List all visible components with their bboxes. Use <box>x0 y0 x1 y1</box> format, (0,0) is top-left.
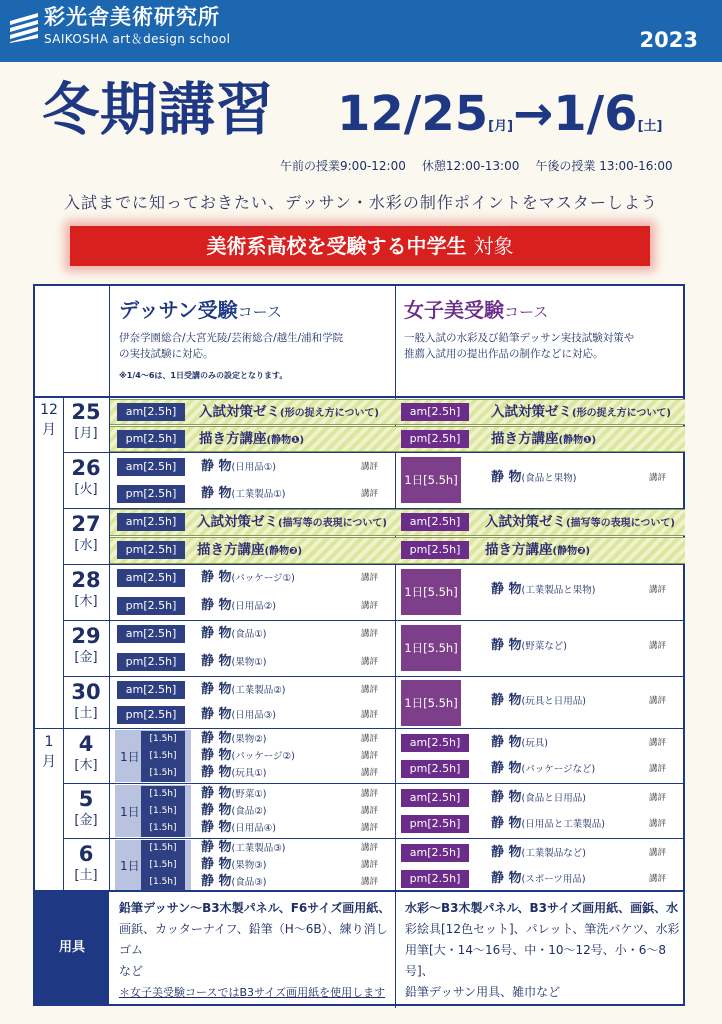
subject: (食品②) <box>231 806 267 817</box>
subject: (食品①) <box>231 629 267 640</box>
critique-label: 講評 <box>649 848 667 858</box>
subject: (パッケージ①) <box>231 573 295 584</box>
joshi-course-suffix: コース <box>504 303 549 321</box>
row-divider <box>63 620 685 621</box>
still-life-label <box>491 692 586 711</box>
logo-stripes-icon <box>8 11 40 43</box>
seminar-main: 描き方講座 <box>491 431 559 447</box>
still-life-text: 静 物 <box>491 761 522 776</box>
row-divider <box>63 676 685 677</box>
day-number: 29 <box>71 624 101 648</box>
subject: (日用品④) <box>231 823 276 834</box>
critique-label: 講評 <box>361 573 379 583</box>
joshi-equipment-line: 彩絵具[12色セット]、パレット、筆洗バケツ、水彩 <box>405 922 680 936</box>
logo-english: SAIKOSHA art＆design school <box>44 32 231 46</box>
target-suffix: 対象 <box>473 234 514 258</box>
subject: (果物①) <box>231 657 267 668</box>
hour-tag: [1.5h] <box>141 803 185 820</box>
seminar-label <box>485 513 675 533</box>
subject: (日用品と工業製品) <box>521 819 605 830</box>
day-number: 6 <box>78 842 94 866</box>
am-tag: am[2.5h] <box>117 513 185 531</box>
critique-label: 講評 <box>361 823 379 833</box>
dessin-equipment-line: 画鋲、カッターナイフ、鉛筆（H〜6B）、練り消しゴム <box>119 922 388 957</box>
one-day-tag: 1日[5.5h] <box>401 625 461 671</box>
still-life-text: 静 物 <box>201 786 232 801</box>
still-life-text: 静 物 <box>491 582 522 597</box>
subject: (工業製品③) <box>231 843 286 854</box>
still-life-label <box>491 469 576 488</box>
pm-tag: pm[2.5h] <box>401 541 469 559</box>
month-jan <box>36 732 62 772</box>
class-times <box>280 157 689 174</box>
still-life-label <box>201 764 266 783</box>
am-tag: am[2.5h] <box>117 625 185 643</box>
critique-label: 講評 <box>649 473 667 483</box>
subject: (食品と果物) <box>521 473 577 484</box>
am-tag: am[2.5h] <box>117 681 185 699</box>
day-weekday: [金] <box>74 813 98 828</box>
morning-time: 午前の授業9:00-12:00 <box>280 159 406 173</box>
dessin-course-suffix: コース <box>237 303 282 321</box>
hour-tag: [1.5h] <box>141 731 185 748</box>
subject: (工業製品など) <box>521 848 586 859</box>
pm-tag: pm[2.5h] <box>117 653 185 671</box>
start-weekday: [月] <box>488 119 514 134</box>
critique-label: 講評 <box>361 489 379 499</box>
schedule-table <box>33 284 685 1006</box>
dessin-equipment <box>119 898 391 1003</box>
joshi-course-title <box>404 294 548 323</box>
still-life-text: 静 物 <box>201 820 232 835</box>
subject: (パッケージ②) <box>231 751 295 762</box>
critique-label: 講評 <box>649 696 667 706</box>
day-weekday: [水] <box>74 538 98 553</box>
seminar-main: 描き方講座 <box>199 431 267 447</box>
still-life-label <box>491 734 548 753</box>
subject: (日用品②) <box>231 601 276 612</box>
subject: (日用品③) <box>231 710 276 721</box>
subject: (玩具) <box>521 738 548 749</box>
year: 2023 <box>639 28 698 52</box>
dessin-course-title <box>119 294 282 323</box>
divider-header <box>35 396 685 398</box>
subject: (玩具①) <box>231 768 267 779</box>
day-weekday: [金] <box>74 650 98 665</box>
month-divider <box>35 728 685 729</box>
still-life-label <box>201 569 295 588</box>
critique-label: 講評 <box>361 751 379 761</box>
subject: (食品③) <box>231 877 267 888</box>
divider-course <box>395 286 396 1008</box>
seminar-sub: (描写等の表現について) <box>566 518 675 529</box>
seminar-label <box>485 541 590 561</box>
still-life-label <box>201 625 266 644</box>
arrow: → <box>513 86 554 142</box>
dessin-equipment-note: ＊女子美受験コースではB3サイズ画用紙を使用します <box>119 986 386 999</box>
critique-label: 講評 <box>649 874 667 884</box>
day-number: 30 <box>71 680 101 704</box>
still-life-label <box>201 819 276 838</box>
still-life-text: 静 物 <box>201 570 232 585</box>
critique-label: 講評 <box>361 806 379 816</box>
seminar-main: 入試対策ゼミ <box>491 404 572 420</box>
still-life-text: 静 物 <box>201 748 232 763</box>
seminar-label <box>199 430 304 450</box>
dessin-equipment-line: など <box>119 964 144 978</box>
seminar-label <box>199 403 379 423</box>
critique-label: 講評 <box>649 819 667 829</box>
dessin-desc-line1: 伊奈学園総合/大宮光陵/芸術総合/越生/浦和学院 <box>119 332 344 344</box>
month-dec-number: 12 <box>40 402 58 418</box>
still-life-label <box>491 637 567 656</box>
pm-tag: pm[2.5h] <box>117 597 185 615</box>
still-life-label <box>491 815 605 834</box>
day-weekday: [木] <box>74 758 98 773</box>
pm-tag: pm[2.5h] <box>117 541 185 559</box>
still-life-text: 静 物 <box>491 845 522 860</box>
critique-label: 講評 <box>361 860 379 870</box>
hour-tag: [1.5h] <box>141 765 185 782</box>
seminar-label <box>491 403 671 423</box>
seminar-label <box>197 541 302 561</box>
am-tag: am[2.5h] <box>401 844 469 862</box>
critique-label: 講評 <box>361 768 379 778</box>
still-life-label <box>201 485 285 504</box>
still-life-text: 静 物 <box>201 654 232 669</box>
afternoon-time: 午後の授業 13:00-16:00 <box>535 159 673 173</box>
still-life-label <box>491 844 586 863</box>
joshi-equipment <box>405 898 681 1003</box>
critique-label: 講評 <box>649 641 667 651</box>
hour-tag: [1.5h] <box>141 840 185 857</box>
critique-label: 講評 <box>361 734 379 744</box>
critique-label: 講評 <box>649 738 667 748</box>
still-life-label <box>491 760 595 779</box>
still-life-label <box>201 873 266 892</box>
am-tag: am[2.5h] <box>401 734 469 752</box>
still-life-text: 静 物 <box>201 857 232 872</box>
one-day-tag: 1日[5.5h] <box>401 457 461 503</box>
pm-tag: pm[2.5h] <box>401 430 469 448</box>
still-life-text: 静 物 <box>491 693 522 708</box>
page-title: 冬期講習 <box>42 77 274 143</box>
day-number: 5 <box>78 787 94 811</box>
seminar-main: 入試対策ゼミ <box>197 514 278 530</box>
seminar-main: 入試対策ゼミ <box>199 404 280 420</box>
joshi-equipment-line: 鉛筆デッサン用具、雑巾など <box>405 985 561 999</box>
lead-text: 入試までに知っておきたい、デッサン・水彩の制作ポイントをマスターしよう <box>64 193 658 212</box>
pm-tag: pm[2.5h] <box>401 870 469 888</box>
still-life-text: 静 物 <box>491 871 522 886</box>
still-life-label <box>201 597 276 616</box>
divider-equipment <box>35 890 685 892</box>
day-weekday: [土] <box>74 868 98 883</box>
critique-label: 講評 <box>361 789 379 799</box>
subject: (食品と日用品) <box>521 793 586 804</box>
still-life-text: 静 物 <box>201 803 232 818</box>
start-date: 12/25 <box>337 86 489 142</box>
one-day-tag: 1日[5.5h] <box>401 569 461 615</box>
hour-tag: [1.5h] <box>141 748 185 765</box>
joshi-course-name: 女子美受験 <box>404 298 504 322</box>
day-weekday: [木] <box>74 594 98 609</box>
still-life-text: 静 物 <box>201 765 232 780</box>
am-tag: am[2.5h] <box>117 458 185 476</box>
row-divider <box>63 564 685 565</box>
subject: (工業製品②) <box>231 685 286 696</box>
seminar-sub: (静物❷) <box>264 546 303 557</box>
day-weekday: [土] <box>74 706 98 721</box>
critique-label: 講評 <box>361 629 379 639</box>
month-jan-number: 1 <box>44 734 54 750</box>
critique-label: 講評 <box>649 585 667 595</box>
pm-tag: pm[2.5h] <box>117 485 185 503</box>
day-number: 4 <box>78 732 94 756</box>
equipment-label: 用具 <box>35 892 109 1004</box>
day-number: 25 <box>71 400 101 424</box>
subject: (パッケージなど) <box>521 764 596 775</box>
still-life-label <box>201 706 276 725</box>
hour-tag: [1.5h] <box>141 857 185 874</box>
subject: (日用品①) <box>231 462 276 473</box>
joshi-equipment-line: 用筆[大・14〜16号、中・10〜12号、小・6〜8号]、 <box>405 943 667 978</box>
target-banner <box>70 226 650 266</box>
subject: (工業製品①) <box>231 489 286 500</box>
subject: (果物②) <box>231 734 267 745</box>
day-number: 28 <box>71 568 101 592</box>
seminar-main: 描き方講座 <box>485 542 553 558</box>
dessin-course-desc <box>119 330 343 362</box>
critique-label: 講評 <box>649 764 667 774</box>
seminar-sub: (形の捉え方について) <box>280 408 379 419</box>
dessin-desc-line2: の実技試験に対応。 <box>119 348 214 360</box>
dessin-equipment-line: 鉛筆デッサン〜B3木製パネル、F6サイズ画用紙、 <box>119 901 391 915</box>
still-life-text: 静 物 <box>201 707 232 722</box>
still-life-label <box>201 653 266 672</box>
still-life-text: 静 物 <box>491 790 522 805</box>
critique-label: 講評 <box>361 877 379 887</box>
joshi-desc-line1: 一般入試の水彩及び鉛筆デッサン実技試験対策や <box>404 332 635 344</box>
still-life-text: 静 物 <box>201 874 232 889</box>
critique-label: 講評 <box>361 657 379 667</box>
am-tag: am[2.5h] <box>401 513 469 531</box>
still-life-text: 静 物 <box>491 816 522 831</box>
seminar-band <box>110 426 685 452</box>
day-weekday: [月] <box>74 426 98 441</box>
still-life-label <box>491 789 586 808</box>
logo-japanese: 彩光舎美術研究所 <box>44 5 220 29</box>
still-life-text: 静 物 <box>201 731 232 746</box>
seminar-sub: (静物❶) <box>266 435 305 446</box>
am-tag: am[2.5h] <box>401 789 469 807</box>
still-life-text: 静 物 <box>491 638 522 653</box>
am-tag: am[2.5h] <box>401 403 469 421</box>
joshi-course-desc <box>404 330 634 362</box>
day-number: 27 <box>71 512 101 536</box>
hour-tag: [1.5h] <box>141 786 185 803</box>
still-life-text: 静 物 <box>201 682 232 697</box>
subject: (野菜①) <box>231 789 267 800</box>
row-divider <box>63 452 685 453</box>
subject: (野菜など) <box>521 641 567 652</box>
one-day-label: 1日 <box>120 859 140 873</box>
month-dec-unit: 月 <box>42 422 56 438</box>
still-life-text: 静 物 <box>491 735 522 750</box>
subject: (工業製品と果物) <box>521 585 596 596</box>
seminar-sub: (描写等の表現について) <box>278 518 387 529</box>
still-life-text: 静 物 <box>201 840 232 855</box>
am-tag: am[2.5h] <box>117 569 185 587</box>
break-time: 休憩12:00-13:00 <box>421 159 520 173</box>
header-bar <box>0 0 722 62</box>
seminar-sub: (静物❷) <box>552 546 591 557</box>
critique-label: 講評 <box>361 462 379 472</box>
dessin-course-note: ※1/4〜6は、1日受講のみの設定となります。 <box>119 371 288 380</box>
critique-label: 講評 <box>361 843 379 853</box>
still-life-text: 静 物 <box>201 598 232 613</box>
seminar-main: 入試対策ゼミ <box>485 514 566 530</box>
joshi-desc-line2: 推薦入試用の提出作品の制作などに対応。 <box>404 348 604 360</box>
pm-tag: pm[2.5h] <box>401 760 469 778</box>
still-life-label <box>491 870 586 889</box>
critique-label: 講評 <box>361 710 379 720</box>
still-life-label <box>491 581 595 600</box>
hour-tag: [1.5h] <box>141 874 185 891</box>
hour-tag: [1.5h] <box>141 820 185 837</box>
one-day-label: 1日 <box>120 750 140 764</box>
subject: (玩具と日用品) <box>521 696 586 707</box>
seminar-label <box>491 430 596 450</box>
one-day-label: 1日 <box>120 805 140 819</box>
seminar-main: 描き方講座 <box>197 542 265 558</box>
joshi-equipment-line: 水彩〜B3木製パネル、B3サイズ画用紙、画鋲、水 <box>405 901 679 915</box>
critique-label: 講評 <box>361 685 379 695</box>
subject: (果物③) <box>231 860 267 871</box>
pm-tag: pm[2.5h] <box>401 815 469 833</box>
still-life-text: 静 物 <box>491 470 522 485</box>
end-weekday: [土] <box>637 119 663 134</box>
month-dec <box>36 400 62 440</box>
critique-label: 講評 <box>361 601 379 611</box>
am-tag: am[2.5h] <box>117 403 185 421</box>
seminar-sub: (形の捉え方について) <box>572 408 671 419</box>
still-life-label <box>201 681 285 700</box>
still-life-label <box>201 458 276 477</box>
day-number: 26 <box>71 456 101 480</box>
day-weekday: [火] <box>74 482 98 497</box>
dessin-course-name: デッサン受験 <box>119 298 238 322</box>
critique-label: 講評 <box>649 793 667 803</box>
seminar-label <box>197 513 387 533</box>
date-range <box>337 86 663 142</box>
pm-tag: pm[2.5h] <box>117 706 185 724</box>
still-life-text: 静 物 <box>201 486 232 501</box>
pm-tag: pm[2.5h] <box>117 430 185 448</box>
one-day-tag: 1日[5.5h] <box>401 680 461 726</box>
still-life-text: 静 物 <box>201 626 232 641</box>
seminar-sub: (静物❶) <box>558 435 597 446</box>
end-date: 1/6 <box>553 86 638 142</box>
divider-month <box>63 396 64 890</box>
subject: (スポーツ用品) <box>521 874 586 885</box>
target-main: 美術系高校を受験する中学生 <box>206 234 467 258</box>
row-divider <box>63 783 685 784</box>
still-life-text: 静 物 <box>201 459 232 474</box>
divider-date <box>109 286 110 890</box>
month-jan-unit: 月 <box>42 754 56 770</box>
